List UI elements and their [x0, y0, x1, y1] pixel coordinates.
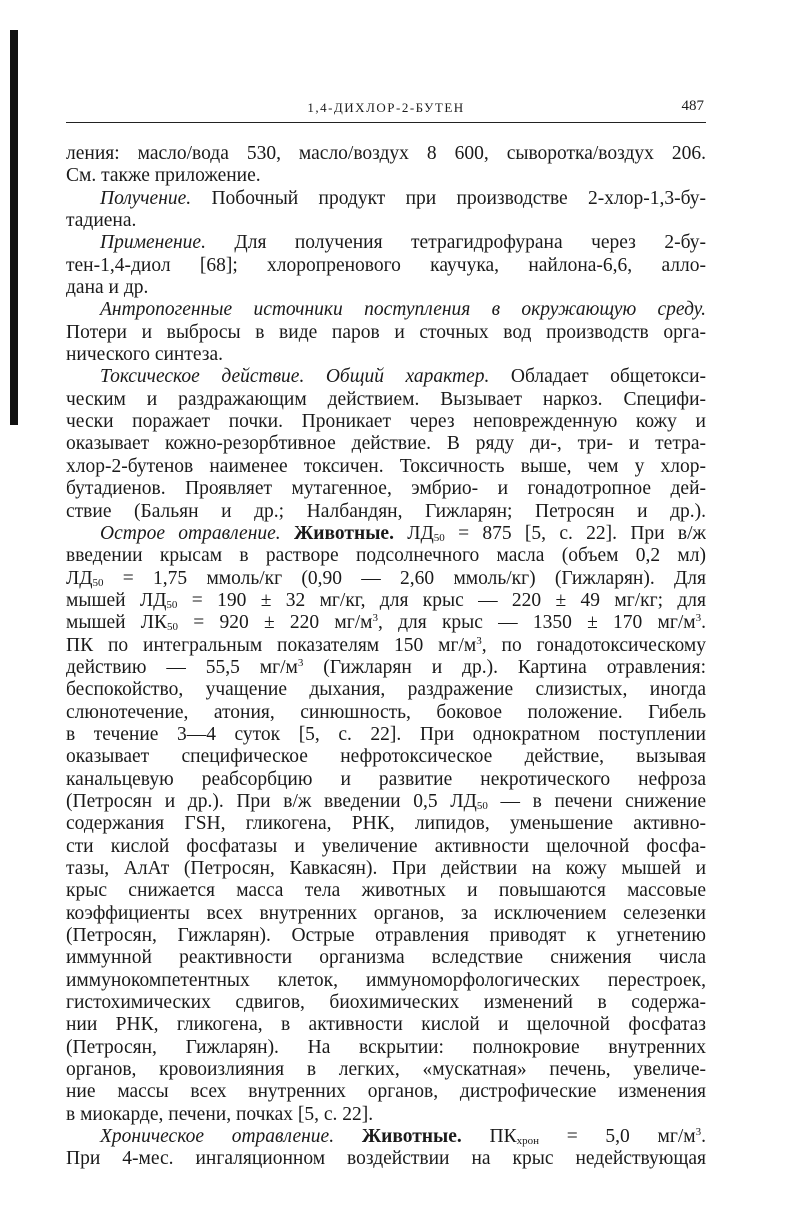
text-line: ние массы всех внутренних органов, дистрофические изменения: [66, 1081, 706, 1103]
text-line: (Петросян и др.). При в/ж введении 0,5 $ЛД_{50}$ — в печени снижение: [66, 790, 706, 812]
text-line: чески поражает почки. Проникает через неповрежденную кожу и: [66, 411, 706, 433]
text-line: Потери и выбросы в виде паров и сточных вод производств орга-: [66, 321, 706, 343]
text-line: (Петросян, Гижларян). На вскрытии: полнокровие внутренних: [66, 1036, 706, 1058]
page-binding-edge: [10, 30, 18, 425]
text-line: слюнотечение, атония, синюшность, боковое положение. Гибель: [66, 701, 706, 723]
section-heading-sources: Антропогенные источники поступления в окружающую среду.: [100, 299, 706, 321]
text-line: канальцевую реабсорбцию и развитие некротического нефроза: [66, 768, 706, 790]
body-text: [66, 143, 706, 1171]
text-line: (Петросян, Гижларян). Острые отравления приводят к угнетению: [66, 925, 706, 947]
subheading-animals: Животные.: [293, 522, 394, 544]
text-line: иммунной реактивности организма вследствие снижения числа: [66, 947, 706, 969]
section-heading-acute-poisoning: Острое отравление.: [100, 522, 281, 544]
text-line: в течение 3—4 суток [5, с. 22]. При однократном поступлении: [66, 723, 706, 745]
text-line: хлор-2-бутенов наименее токсичен. Токсичность выше, чем у хлор-: [66, 455, 706, 477]
paragraph-toxic-action: Токсическое действие. Общий характер. Обладает общетокси-: [100, 366, 706, 388]
text-line: действию — 55,5 $мг/м^3$ (Гижларян и др.). Картина отравления:: [66, 656, 706, 678]
text-line: мышей $ЛК_{50} = 920 \pm 220$ $мг/м^3$, для крыс — 1350 ± 170 $мг/м^3$.: [66, 612, 706, 634]
text-line: оказывает кожно-резорбтивное действие. В ряду ди-, три- и тетра-: [66, 433, 706, 455]
text-line: беспокойство, учащение дыхания, раздражение слизистых, иногда: [66, 679, 706, 701]
text-line: гистохимических сдвигов, биохимических изменений в содержа-: [66, 992, 706, 1014]
text-line: бутадиенов. Проявляет мутагенное, эмбрио- и гонадотропное дей-: [66, 478, 706, 500]
text-line: коэффициенты всех внутренних органов, за исключением селезенки: [66, 902, 706, 924]
text-line: тен-1,4-диол [68]; хлоропренового каучука, найлона-6,6, алло-: [66, 254, 706, 276]
running-header-title: 1,4-ДИХЛОР-2-БУТЕН: [307, 100, 465, 115]
subheading-animals: Животные.: [361, 1126, 462, 1148]
section-heading-obtaining: Получение.: [100, 187, 192, 209]
text-line: сти кислой фосфатазы и увеличение активности щелочной фосфа-: [66, 835, 706, 857]
section-heading-application: Применение.: [100, 232, 206, 254]
text-line: содержания ГSH, гликогена, РНК, липидов, уменьшение активно-: [66, 813, 706, 835]
text-line: введении крысам в растворе подсолнечного масла (объем 0,2 мл): [66, 545, 706, 567]
text-line: нии РНК, гликогена, в активности кислой и щелочной фосфатаз: [66, 1014, 706, 1036]
text-line: См. также приложение.: [66, 165, 261, 187]
text-line: мышей $ЛД_{50} = 190 \pm 32$ мг/кг, для крыс — 220 ± 49 мг/кг; для: [66, 589, 706, 611]
text-line: ления: масло/вода 530, масло/воздух 8 600, сыворотка/воздух 206.: [66, 143, 706, 164]
section-heading-toxic-action: Токсическое действие. Общий характер.: [100, 366, 490, 388]
text-line: тадиена.: [66, 210, 137, 232]
section-heading-chronic-poisoning: Хроническое отравление.: [100, 1126, 335, 1148]
paragraph-obtaining: Получение. Побочный продукт при производстве 2-хлор-1,3-бу-: [100, 187, 706, 209]
text-line: ческим и раздражающим действием. Вызывает наркоз. Специфи-: [66, 388, 706, 410]
paragraph-acute-poisoning: Острое отравление. Животные. $ЛД_{50} = 875$ [5, с. 22]. При в/ж: [100, 522, 706, 544]
text-line: дана и др.: [66, 277, 149, 299]
text-line: нического синтеза.: [66, 344, 224, 366]
text-line: крыс снижается масса тела животных и повышаются массовые: [66, 880, 706, 902]
text-line: тазы, АлАт (Петросян, Кавкасян). При действии на кожу мышей и: [66, 858, 706, 879]
text-line: При 4-мес. ингаляционном воздействии на крыс недействующая: [66, 1148, 706, 1170]
paragraph-application: Применение. Для получения тетрагидрофурана через 2-бу-: [100, 232, 706, 254]
text-line: ствие (Бальян и др.; Налбандян, Гижларян; Петросян и др.).: [66, 500, 706, 522]
page-number: 487: [681, 98, 704, 114]
text-line: органов, кровоизлияния в легких, «мускатная» печень, увеличе-: [66, 1059, 706, 1081]
text-line: $ЛД_{50} = 1,75$ ммоль/кг (0,90 — 2,60 ммоль/кг) (Гижларян). Для: [66, 567, 706, 589]
paragraph-chronic-poisoning: Хроническое отравление. Животные. $ПК_{хрон} = 5,0$ $мг/м^3$.: [100, 1126, 706, 1148]
text-line: оказывает специфическое нефротоксическое действие, вызывая: [66, 746, 706, 768]
text-line: ПК по интегральным показателям 150 $мг/м^3$, по гонадотоксическому: [66, 634, 706, 656]
text-line: иммунокомпетентных клеток, иммуноморфологических перестроек,: [66, 969, 706, 991]
text-line: в миокарде, печени, почках [5, с. 22].: [66, 1103, 374, 1125]
running-header: [66, 98, 706, 123]
